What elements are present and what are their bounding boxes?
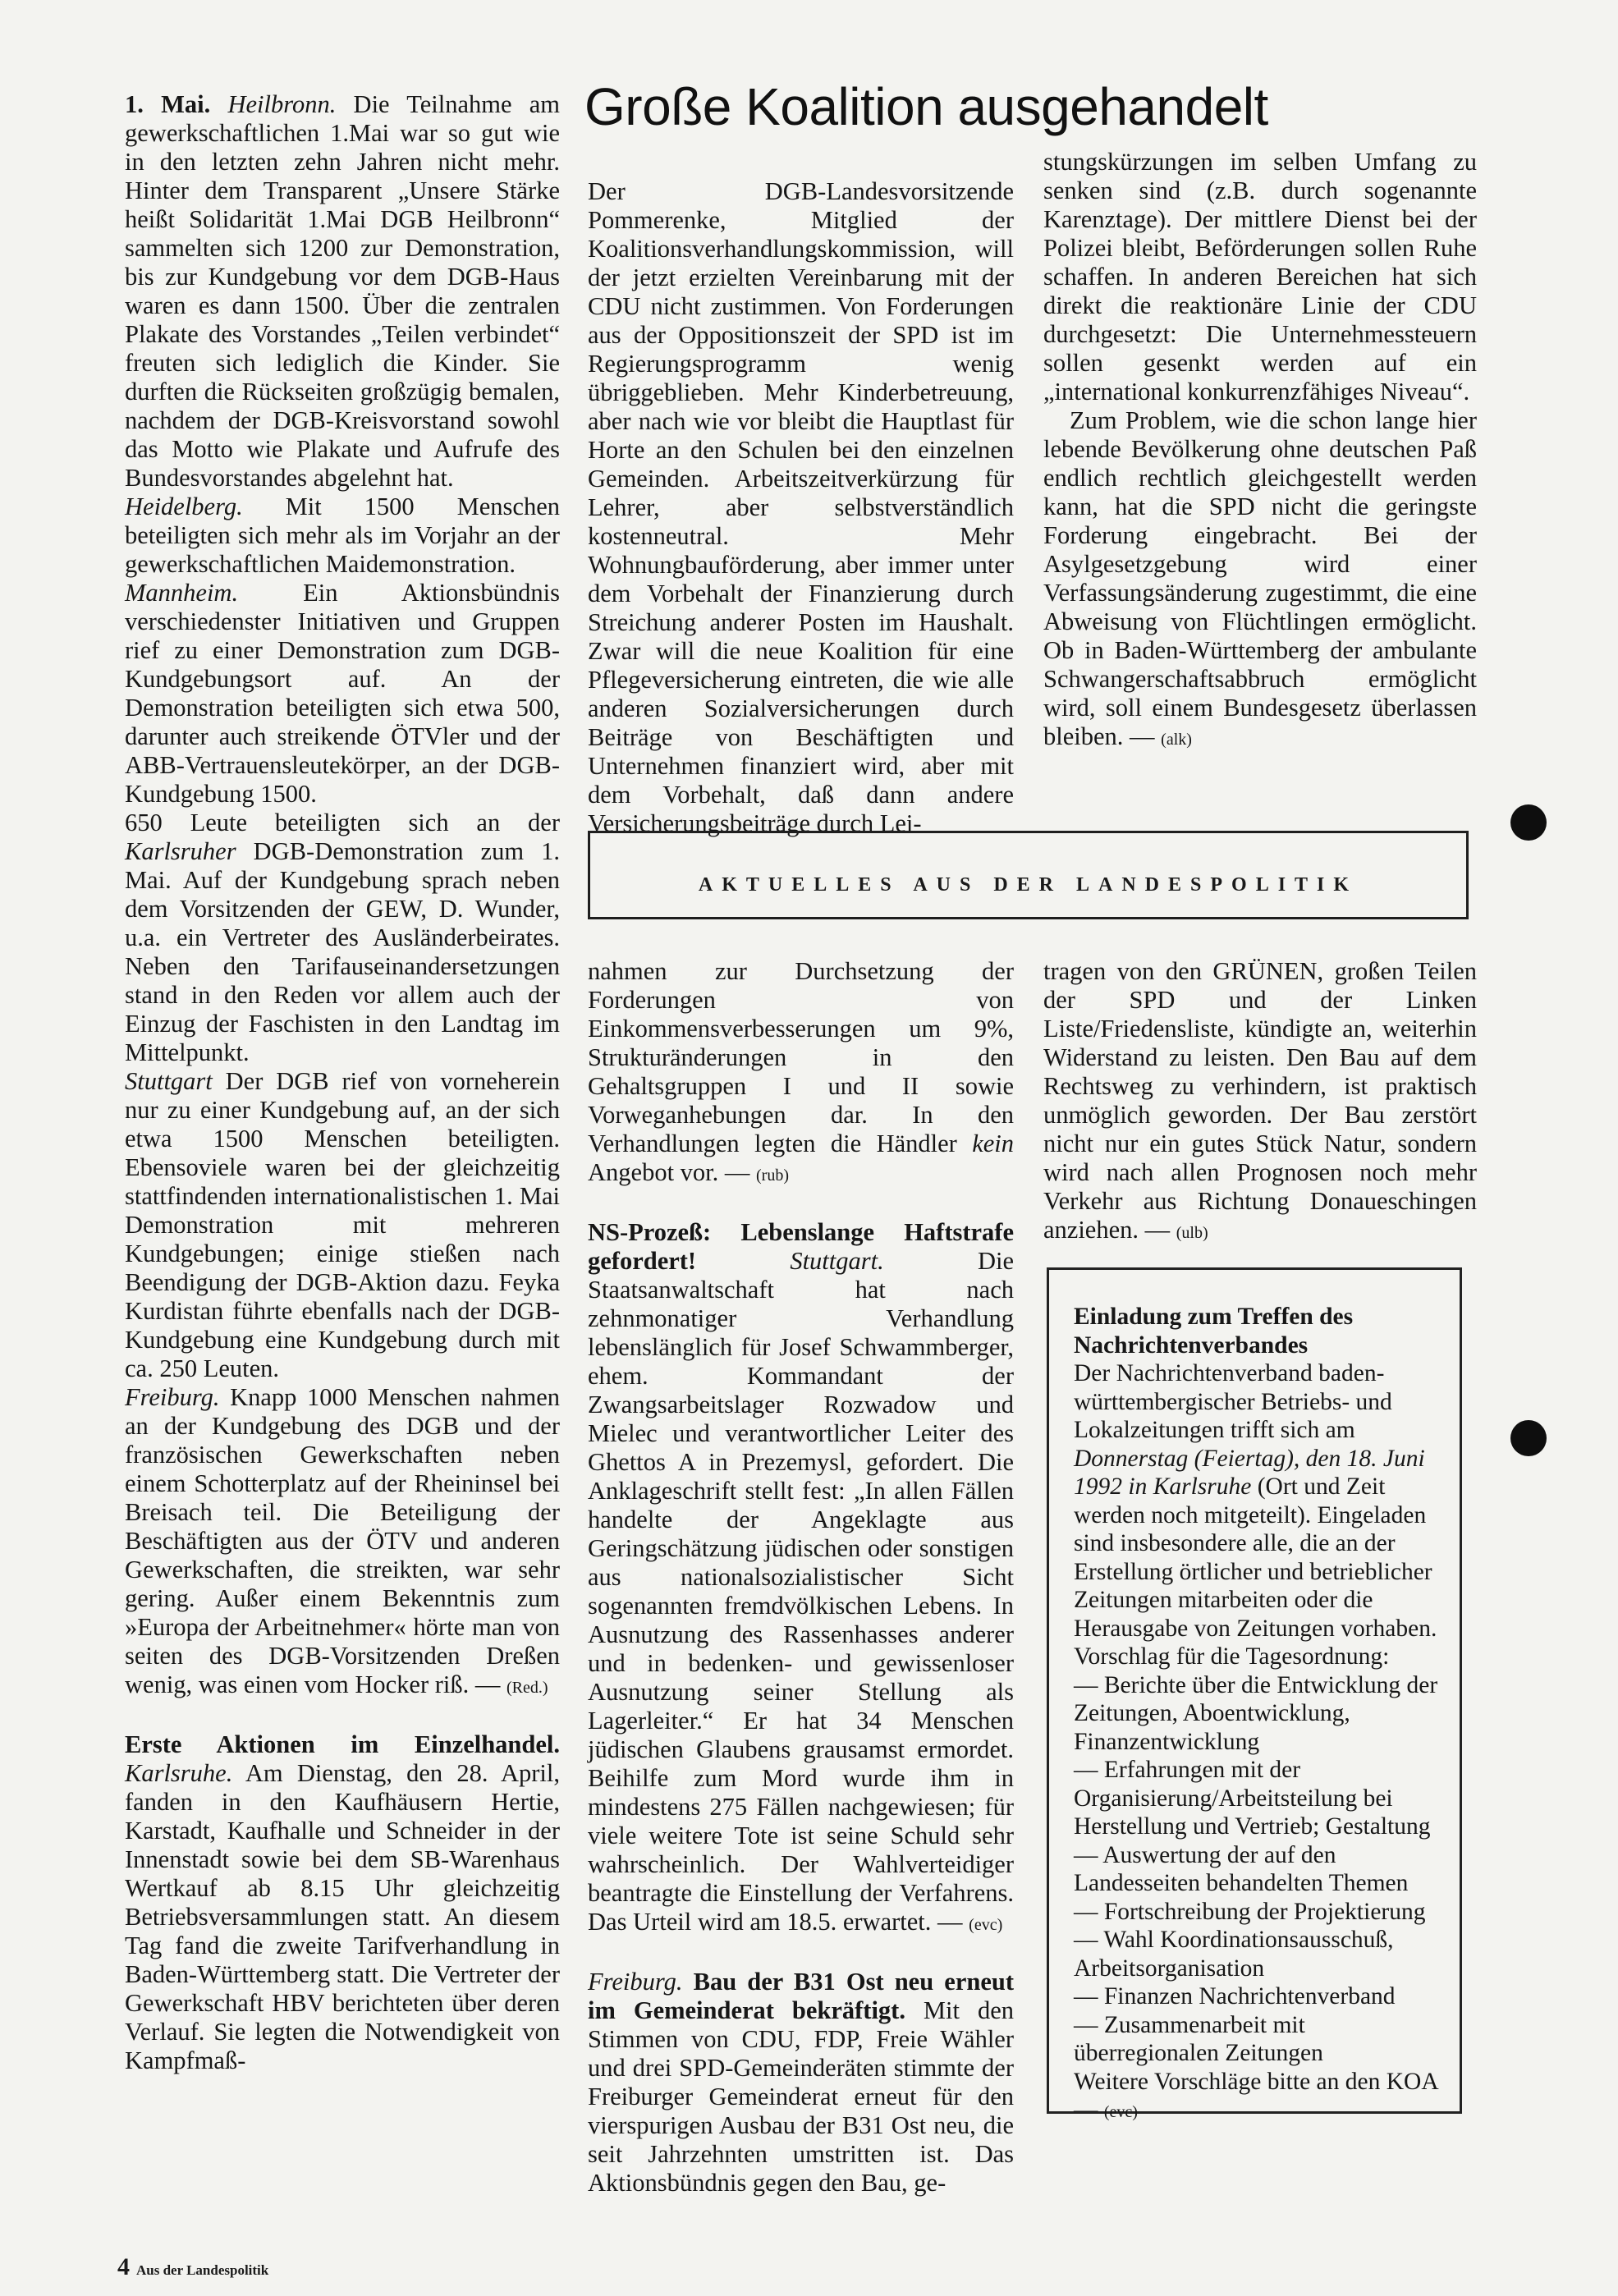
- article-einzelhandel: [125, 1730, 560, 2075]
- article-b31: [588, 1968, 1014, 2197]
- notice-title: Einladung zum Treffen des Nachrichtenverbandes: [1074, 1304, 1354, 1359]
- page-number: 4: [117, 2253, 130, 2280]
- location-label: Stuttgart: [125, 1067, 213, 1095]
- section-header-box: [588, 831, 1469, 919]
- paragraph-asylum: [1043, 406, 1477, 754]
- author-signature: (ulb): [1176, 1224, 1208, 1242]
- paragraph-text: Zum Problem, wie die schon lange hier lebende Bevölkerung ohne deutschen Paß endlich rechtlich gleichgestellt werden kann, hat die SPD nicht die geringste Forderung eingebracht. Bei der Asylgesetzgebung wird einer Verfassungsänderung zugestimmt, die eine Abweisung von Flüchtlingen ermöglicht. Ob in Baden-Württemberg der ambulante Schwangerschaftsabbruch ermöglicht wird, soll einem Bundesgesetz überlassen bleiben. —: [1043, 406, 1477, 750]
- location-label: Karlsruher: [125, 837, 236, 865]
- paragraph-text: nahmen zur Durchsetzung der Forderungen von Einkommensverbesserungen um 9%, Strukturänderungen in den Gehaltsgruppen I und II sowie Vorweganhebungen dar. In den Verhandlungen legten die Händler: [588, 957, 1014, 1157]
- paragraph-text: 650 Leute beteiligten sich an der: [125, 809, 560, 836]
- article-stuttgart: [125, 1067, 560, 1383]
- author-signature: (evc): [969, 1916, 1003, 1934]
- left-column: [125, 90, 560, 2075]
- location-label: Stuttgart.: [696, 1247, 884, 1275]
- paragraph-text: Ein Aktionsbündnis verschiedenster Initiativen und Gruppen rief zu einer Demonstration zum DGB-Kundgebungsort auf. An der Demonstration beteiligten sich etwa 500, darunter auch streikende ÖTVler und der ABB-Vertrauensleutekörper, an der DGB-Kundgebung 1500.: [125, 579, 560, 808]
- news-column-right: [1043, 957, 1477, 1248]
- agenda-item: — Erfahrungen mit der Organisierung/Arbeitsteilung bei Herstellung und Vertrieb; Gestaltung: [1074, 1757, 1431, 1840]
- coalition-article-column-2: [1043, 148, 1477, 754]
- article-continuation: [588, 957, 1014, 1190]
- punch-hole: [1510, 804, 1547, 841]
- notice-content: [1074, 1303, 1448, 2127]
- paragraph-text: Mit den Stimmen von CDU, FDP, Freie Wähler und drei SPD-Gemeinderäten stimmte der Freiburger Gemeinderat erneut für den vierspurigen Ausbau der B31 Ost neu, die seit Jahrzehnten umstritten ist. Das Aktionsbündnis gegen den Bau, ge-: [588, 1996, 1014, 2197]
- paragraph-text: (Ort und Zeit werden noch mitgeteilt). Eingeladen sind insbesondere alle, die an der Erstellung örtlicher und betrieblicher Zeitungen mitarbeiten oder die Herausgabe von Zeitungen vorhaben. Vorschlag für die Tagesordnung:: [1074, 1473, 1437, 1670]
- paragraph-text: Der DGB-Landesvorsitzende Pommerenke, Mitglied der Koalitionsverhandlungskommission, will der jetzt erzielten Vereinbarung mit der CDU nicht zustimmen. Von Forderungen aus der Oppositionszeit der SPD ist im Regierungsprogramm wenig übriggeblieben. Mehr Kinderbetreuung, aber nach wie vor bleibt die Hauptlast für Horte an den Schulen bei den einzelnen Gemeinden. Arbeitszeitverkürzung für Lehrer, aber selbstverständlich kostenneutral. Mehr Wohnungbauförderung, aber immer unter dem Vorbehalt der Finanzierung durch Streichung anderer Posten im Haushalt. Zwar will die neue Koalition für eine Pflegeversicherung eintreten, die wie alle anderen Sozialversicherungen durch Beiträge von Beschäftigten und Unternehmen finanziert wird, aber mit dem Vorbehalt, daß dann andere Versicherungsbeiträge durch Lei-: [588, 177, 1014, 837]
- paragraph-text: stungskürzungen im selben Umfang zu senken sind (z.B. durch sogenannte Karenztage). Der mittlere Dienst bei der Polizei bleibt, Beförderungen sollen Ruhe schaffen. In anderen Bereichen hat sich direkt die reaktionäre Linie der CDU durchgesetzt: Die Unternehmessteuern sollen gesenkt werden auf ein „international konkurrenzfähiges Niveau“.: [1043, 148, 1477, 406]
- article-heading: Bau der B31 Ost neu erneut im Gemeinderat bekräftigt.: [588, 1968, 1014, 2024]
- article-heidelberg: [125, 493, 560, 579]
- location-label: Heidelberg.: [125, 493, 243, 520]
- paragraph-text: Am Dienstag, den 28. April, fanden in den Kaufhäusern Hertie, Karstadt, Kaufhalle und Schneider in der Innenstadt sowie bei dem SB-Warenhaus Wertkauf ab 8.15 Uhr gleichzeitig Betriebsversammlungen statt. An diesem Tag fand die zweite Tarifverhandlung in Baden-Württemberg statt. Die Vertreter der Gewerkschaft HBV berichteten über deren Verlauf. Sie legten die Notwendigkeit von Kampfmaß-: [125, 1759, 560, 2074]
- location-label: Freiburg.: [125, 1383, 220, 1411]
- section-title: AKTUELLES AUS DER LANDESPOLITIK: [698, 874, 1359, 896]
- paragraph-text: Der DGB rief von vorneherein nur zu einer Kundgebung auf, an der sich etwa 1500 Menschen beteiligten. Ebensoviele waren bei der gleichzeitig stattfindenden internationalistischen 1. Mai Demonstration mit mehreren Kundgebungen; einige stießen nach Beendigung der DGB-Aktion dazu. Feyka Kurdistan führte ebenfalls nach der DGB-Kundgebung eine Kundgebung durch mit ca. 250 Leuten.: [125, 1067, 560, 1382]
- punch-hole: [1510, 1420, 1547, 1456]
- agenda-item: — Zusammenarbeit mit überregionalen Zeitungen: [1074, 2011, 1323, 2066]
- paragraph-text: Mit 1500 Menschen beteiligten sich mehr als im Vorjahr an der gewerkschaftlichen Maidemonstration.: [125, 493, 560, 578]
- notice-intro: [1074, 1359, 1448, 1671]
- article-mannheim: [125, 579, 560, 809]
- notice-closing: [1074, 2068, 1448, 2127]
- article-ns-prozess: [588, 1218, 1014, 1940]
- article-heading: Erste Aktionen im Einzelhandel.: [125, 1730, 560, 1758]
- article-heilbronn: [125, 90, 560, 493]
- paragraph-text: Knapp 1000 Menschen nahmen an der Kundgebung des DGB und der französischen Gewerkschaften neben einem Schotterplatz auf der Rheininsel bei Breisach teil. Die Beteiligung der Beschäftigten aus der ÖTV und anderen Gewerkschaften, die streikten, war sehr gering. Außer einem Bekenntnis zum »Europa der Arbeitnehmer« hörte man von seiten des DGB-Vorsitzenden Dreßen wenig, was einen vom Hocker riß. —: [125, 1383, 560, 1698]
- author-signature: (Red.): [506, 1679, 548, 1697]
- main-headline: Große Koalition ausgehandelt: [584, 77, 1268, 136]
- agenda-item: — Berichte über die Entwicklung der Zeitungen, Aboentwicklung, Finanzentwicklung: [1074, 1671, 1438, 1755]
- article-heading: NS-Prozeß: Lebenslange Haftstrafe gefordert!: [588, 1218, 1014, 1275]
- paragraph-text: Weitere Vorschläge bitte an den KOA —: [1074, 2068, 1438, 2123]
- agenda-item: — Wahl Koordinationsausschuß, Arbeitsorganisation: [1074, 1927, 1394, 1982]
- location-label: Heilbronn.: [227, 90, 337, 118]
- footer-label: Aus der Landespolitik: [136, 2262, 269, 2278]
- paragraph-text: Angebot vor. —: [588, 1158, 757, 1186]
- news-column-middle: [588, 957, 1014, 2197]
- page-footer: [117, 2253, 268, 2281]
- paragraph-text: Der Nachrichtenverband baden-württembergischer Betriebs- und Lokalzeitungen trifft sich am: [1074, 1360, 1392, 1443]
- agenda-item: — Auswertung der auf den Landesseiten behandelten Themen: [1074, 1841, 1409, 1896]
- article-freiburg: [125, 1383, 560, 1703]
- emphasis-text: kein: [972, 1130, 1014, 1157]
- paragraph-text: DGB-Demonstration zum 1. Mai. Auf der Kundgebung sprach neben dem Vorsitzenden der GEW, D. Wunder, u.a. ein Vertreter des Ausländerbeirates. Neben den Tarifauseinandersetzungen stand in den Reden vor allem auch der Einzug der Faschisten in den Landtag im Mittelpunkt.: [125, 837, 560, 1066]
- article-b31-continuation: [1043, 957, 1477, 1248]
- paragraph-text: Die Teilnahme am gewerkschaftlichen 1.Mai war so gut wie in den letzten zehn Jahren nicht mehr. Hinter dem Transparent „Unsere Stärke heißt Solidarität 1.Mai DGB Heilbronn“ sammelten sich 1200 zur Demonstration, bis zur Kundgebung vor dem DGB-Haus waren es dann 1500. Über die zentralen Plakate des Vorstandes „Teilen verbindet“ freuten sich lediglich die Kinder. Sie durften die Rückseiten großzügig bemalen, nachdem der DGB-Kreisvorstand sowohl das Motto wie Plakate und Aufrufe des Bundesvorstandes abgelehnt hat.: [125, 90, 560, 492]
- paragraph-text: tragen von den GRÜNEN, großen Teilen der SPD und der Linken Liste/Friedensliste, kündigte an, weiterhin Widerstand zu leisten. Den Bau auf dem Rechtsweg zu verhindern, ist praktisch unmöglich geworden. Der Bau zerstört nicht nur ein gutes Stück Natur, sondern wird nach allen Prognosen noch mehr Verkehr aus Richtung Donaueschingen anziehen. —: [1043, 957, 1477, 1244]
- meeting-date: Donnerstag (Feiertag), den 18. Juni 1992 in Karlsruhe: [1074, 1445, 1425, 1500]
- notice-box: [1047, 1267, 1462, 2123]
- agenda-item: — Fortschreibung der Projektierung: [1074, 1898, 1426, 1925]
- author-signature: (alk): [1161, 731, 1192, 749]
- date-label: 1. Mai.: [125, 90, 211, 118]
- agenda-item: — Finanzen Nachrichtenverband: [1074, 1983, 1396, 2010]
- location-label: Karlsruhe.: [125, 1759, 233, 1787]
- coalition-article-column-1: [588, 177, 1014, 838]
- paragraph-text: Die Staatsanwaltschaft hat nach zehnmonatiger Verhandlung lebenslänglich für Josef Schwammberger, ehem. Kommandant der Zwangsarbeitslager Rozwadow und Mielec und verantwortlicher Leiter des Ghettos A in Prezemysl, gefordert. Die Anklageschrift stellt fest: „In allen Fällen handelte der Angeklagte aus Geringschätzung jüdischen oder sonstigen aus nationalsozialistischer Sicht sogenannten fremdvölkischen Lebens. In Ausnutzung des Rassenhasses anderer und in bedenken- und gewissenloser Ausnutzung seiner Stellung als Lagerleiter.“ Er hat 34 Menschen jüdischen Glaubens grausamst ermordet. Beihilfe zum Mord wurde ihm in mindestens 275 Fällen nachgewiesen; für viele weitere Tote ist seine Schuld sehr wahrscheinlich. Der Wahlverteidiger beantragte die Einstellung der Verfahrens. Das Urteil wird am 18.5. erwartet. —: [588, 1247, 1014, 1936]
- location-label: Mannheim.: [125, 579, 239, 607]
- author-signature: (evc): [1103, 2103, 1138, 2121]
- author-signature: (rub): [756, 1166, 789, 1185]
- article-karlsruhe: [125, 809, 560, 1067]
- location-label: Freiburg.: [588, 1968, 683, 1996]
